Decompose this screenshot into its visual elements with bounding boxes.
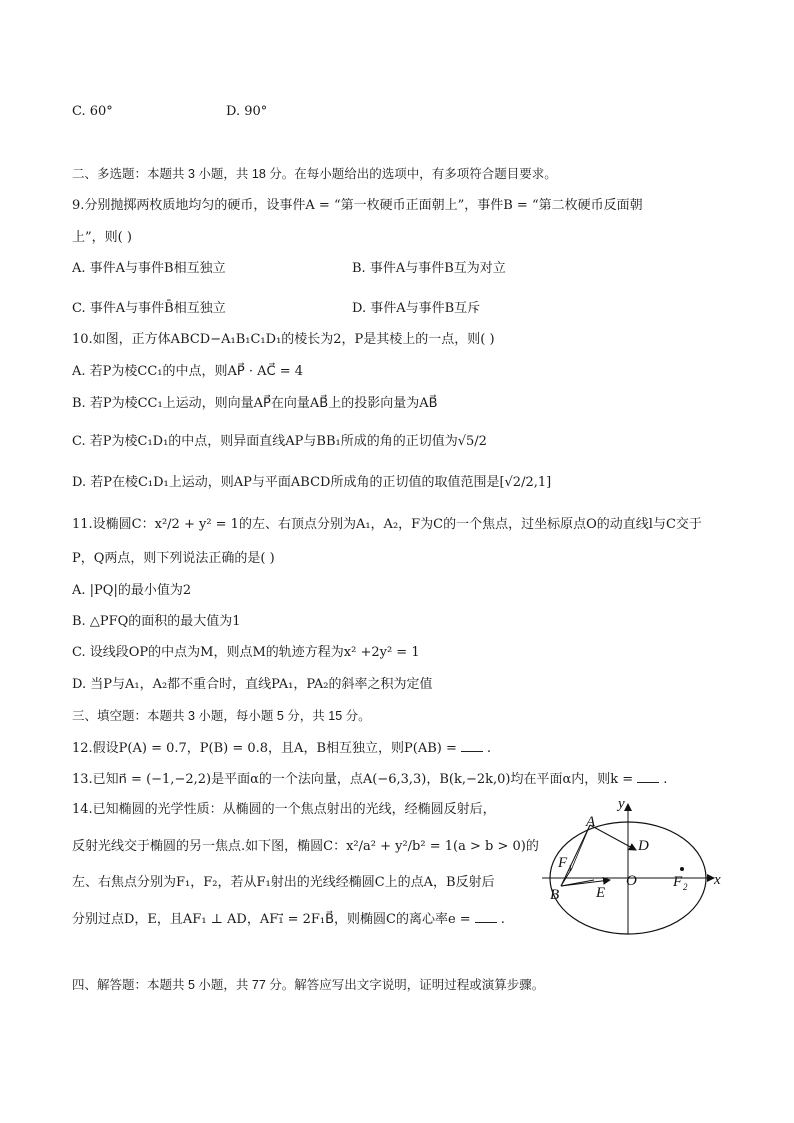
q12-answer-blank[interactable] xyxy=(461,739,483,752)
q14-line4 xyxy=(72,910,505,929)
q10-option-d: D. 若P在棱C₁D₁上运动，则AP与平面ABCD所成角的正切值的取值范围是[√2/2,1] xyxy=(72,475,552,490)
q14-line4-text: 分别过点D，E，且AF₁ ⊥ AD，AF₁⃗ = 2F₁B⃗，则椭圆C的离心率e = xyxy=(72,912,471,927)
q14-line2: 反射光线交于椭圆的另一焦点.如下图，椭圆C：x²/a² + y²/b² = 1(a > b > 0)的 xyxy=(72,839,539,854)
q9-stem-line2: 上”，则( ) xyxy=(72,230,132,245)
ray-a-d xyxy=(590,825,636,850)
q13-answer-blank[interactable] xyxy=(637,770,659,783)
q11-stem-line1: 11.设椭圆C：x²/2 + y² = 1的左、右顶点分别为A₁，A₂，F为C的一个焦点，过坐标原点O的动直线l与C交于 xyxy=(72,517,702,532)
label-a: A xyxy=(586,814,596,830)
label-o: O xyxy=(626,873,637,889)
q11-option-b: B. △PFQ的面积的最大值为1 xyxy=(72,614,241,629)
section-2-title: 二、多选题：本题共 3 小题，共 18 分。在每小题给出的选项中，有多项符合题目要求。 xyxy=(72,167,557,181)
q11-option-d: D. 当P与A₁，A₂都不重合时，直线PA₁，PA₂的斜率之积为定值 xyxy=(72,677,433,692)
label-y: y xyxy=(618,796,625,812)
label-f2: F xyxy=(673,874,683,890)
q13-text: 13.已知n⃗ = (−1,−2,2)是平面α的一个法向量，点A(−6,3,3)，B(k,−2k,0)均在平面α内，则k = xyxy=(72,772,634,787)
q11-option-c: C. 设线段OP的中点为M，则点M的轨迹方程为x² +2y² = 1 xyxy=(72,645,420,660)
q13 xyxy=(72,770,667,789)
q11-option-a: A. |PQ|的最小值为2 xyxy=(72,583,192,598)
label-f1: F xyxy=(558,855,568,871)
q11-stem-line2: P，Q两点，则下列说法正确的是( ) xyxy=(72,551,275,566)
q14-end: . xyxy=(500,912,505,927)
focus-f2-dot xyxy=(680,867,684,871)
section-3-title: 三、填空题：本题共 3 小题，每小题 5 分，共 15 分。 xyxy=(72,709,371,723)
section-4-title: 四、解答题：本题共 5 小题，共 77 分。解答应写出文字说明，证明过程或演算步骤。 xyxy=(72,978,545,992)
q13-end: . xyxy=(663,772,668,787)
q12-text: 12.假设P(A) = 0.7，P(B) = 0.8，且A，B相互独立，则P(AB) = xyxy=(72,741,457,756)
label-e: E xyxy=(596,885,606,901)
label-b: B xyxy=(550,887,560,903)
q10-option-a: A. 若P为棱CC₁的中点，则AP⃗ · AC⃗ = 4 xyxy=(72,364,304,379)
q9-option-b: B. 事件A与事件B互为对立 xyxy=(352,261,506,276)
label-f1-sub: 1 xyxy=(568,863,573,873)
label-d: D xyxy=(638,838,649,854)
q8-option-d: D. 90° xyxy=(226,104,268,119)
q9-option-a: A. 事件A与事件B相互独立 xyxy=(72,261,226,276)
q10-stem: 10.如图，正方体ABCD−A₁B₁C₁D₁的棱长为2，P是其棱上的一点，则( ) xyxy=(72,332,495,347)
q12-end: . xyxy=(486,741,491,756)
q12 xyxy=(72,739,491,758)
label-f2-sub: 2 xyxy=(683,882,688,892)
ellipse-figure xyxy=(538,794,734,942)
segment-a-f1 xyxy=(572,825,590,868)
q8-option-c: C. 60° xyxy=(72,104,113,119)
q14-line3: 左、右焦点分别为F₁，F₂，若从F₁射出的光线经椭圆C上的点A，B反射后 xyxy=(72,875,495,890)
q10-option-b: B. 若P为棱CC₁上运动，则向量AP⃗在向量AB⃗上的投影向量为AB⃗ xyxy=(72,396,438,411)
q10-option-c: C. 若P为棱C₁D₁的中点，则异面直线AP与BB₁所成的角的正切值为√5/2 xyxy=(72,434,487,449)
q9-option-c: C. 事件A与事件B̄相互独立 xyxy=(72,301,226,316)
label-x: x xyxy=(714,872,721,888)
q14-answer-blank[interactable] xyxy=(475,910,497,923)
q9-stem-line1: 9.分别抛掷两枚质地均匀的硬币，设事件A = “第一枚硬币正面朝上”，事件B = “第二枚硬币反面朝 xyxy=(72,198,643,213)
q14-line1: 14.已知椭圆的光学性质：从椭圆的一个焦点射出的光线，经椭圆反射后， xyxy=(72,802,496,817)
q9-option-d: D. 事件A与事件B互斥 xyxy=(352,301,481,316)
